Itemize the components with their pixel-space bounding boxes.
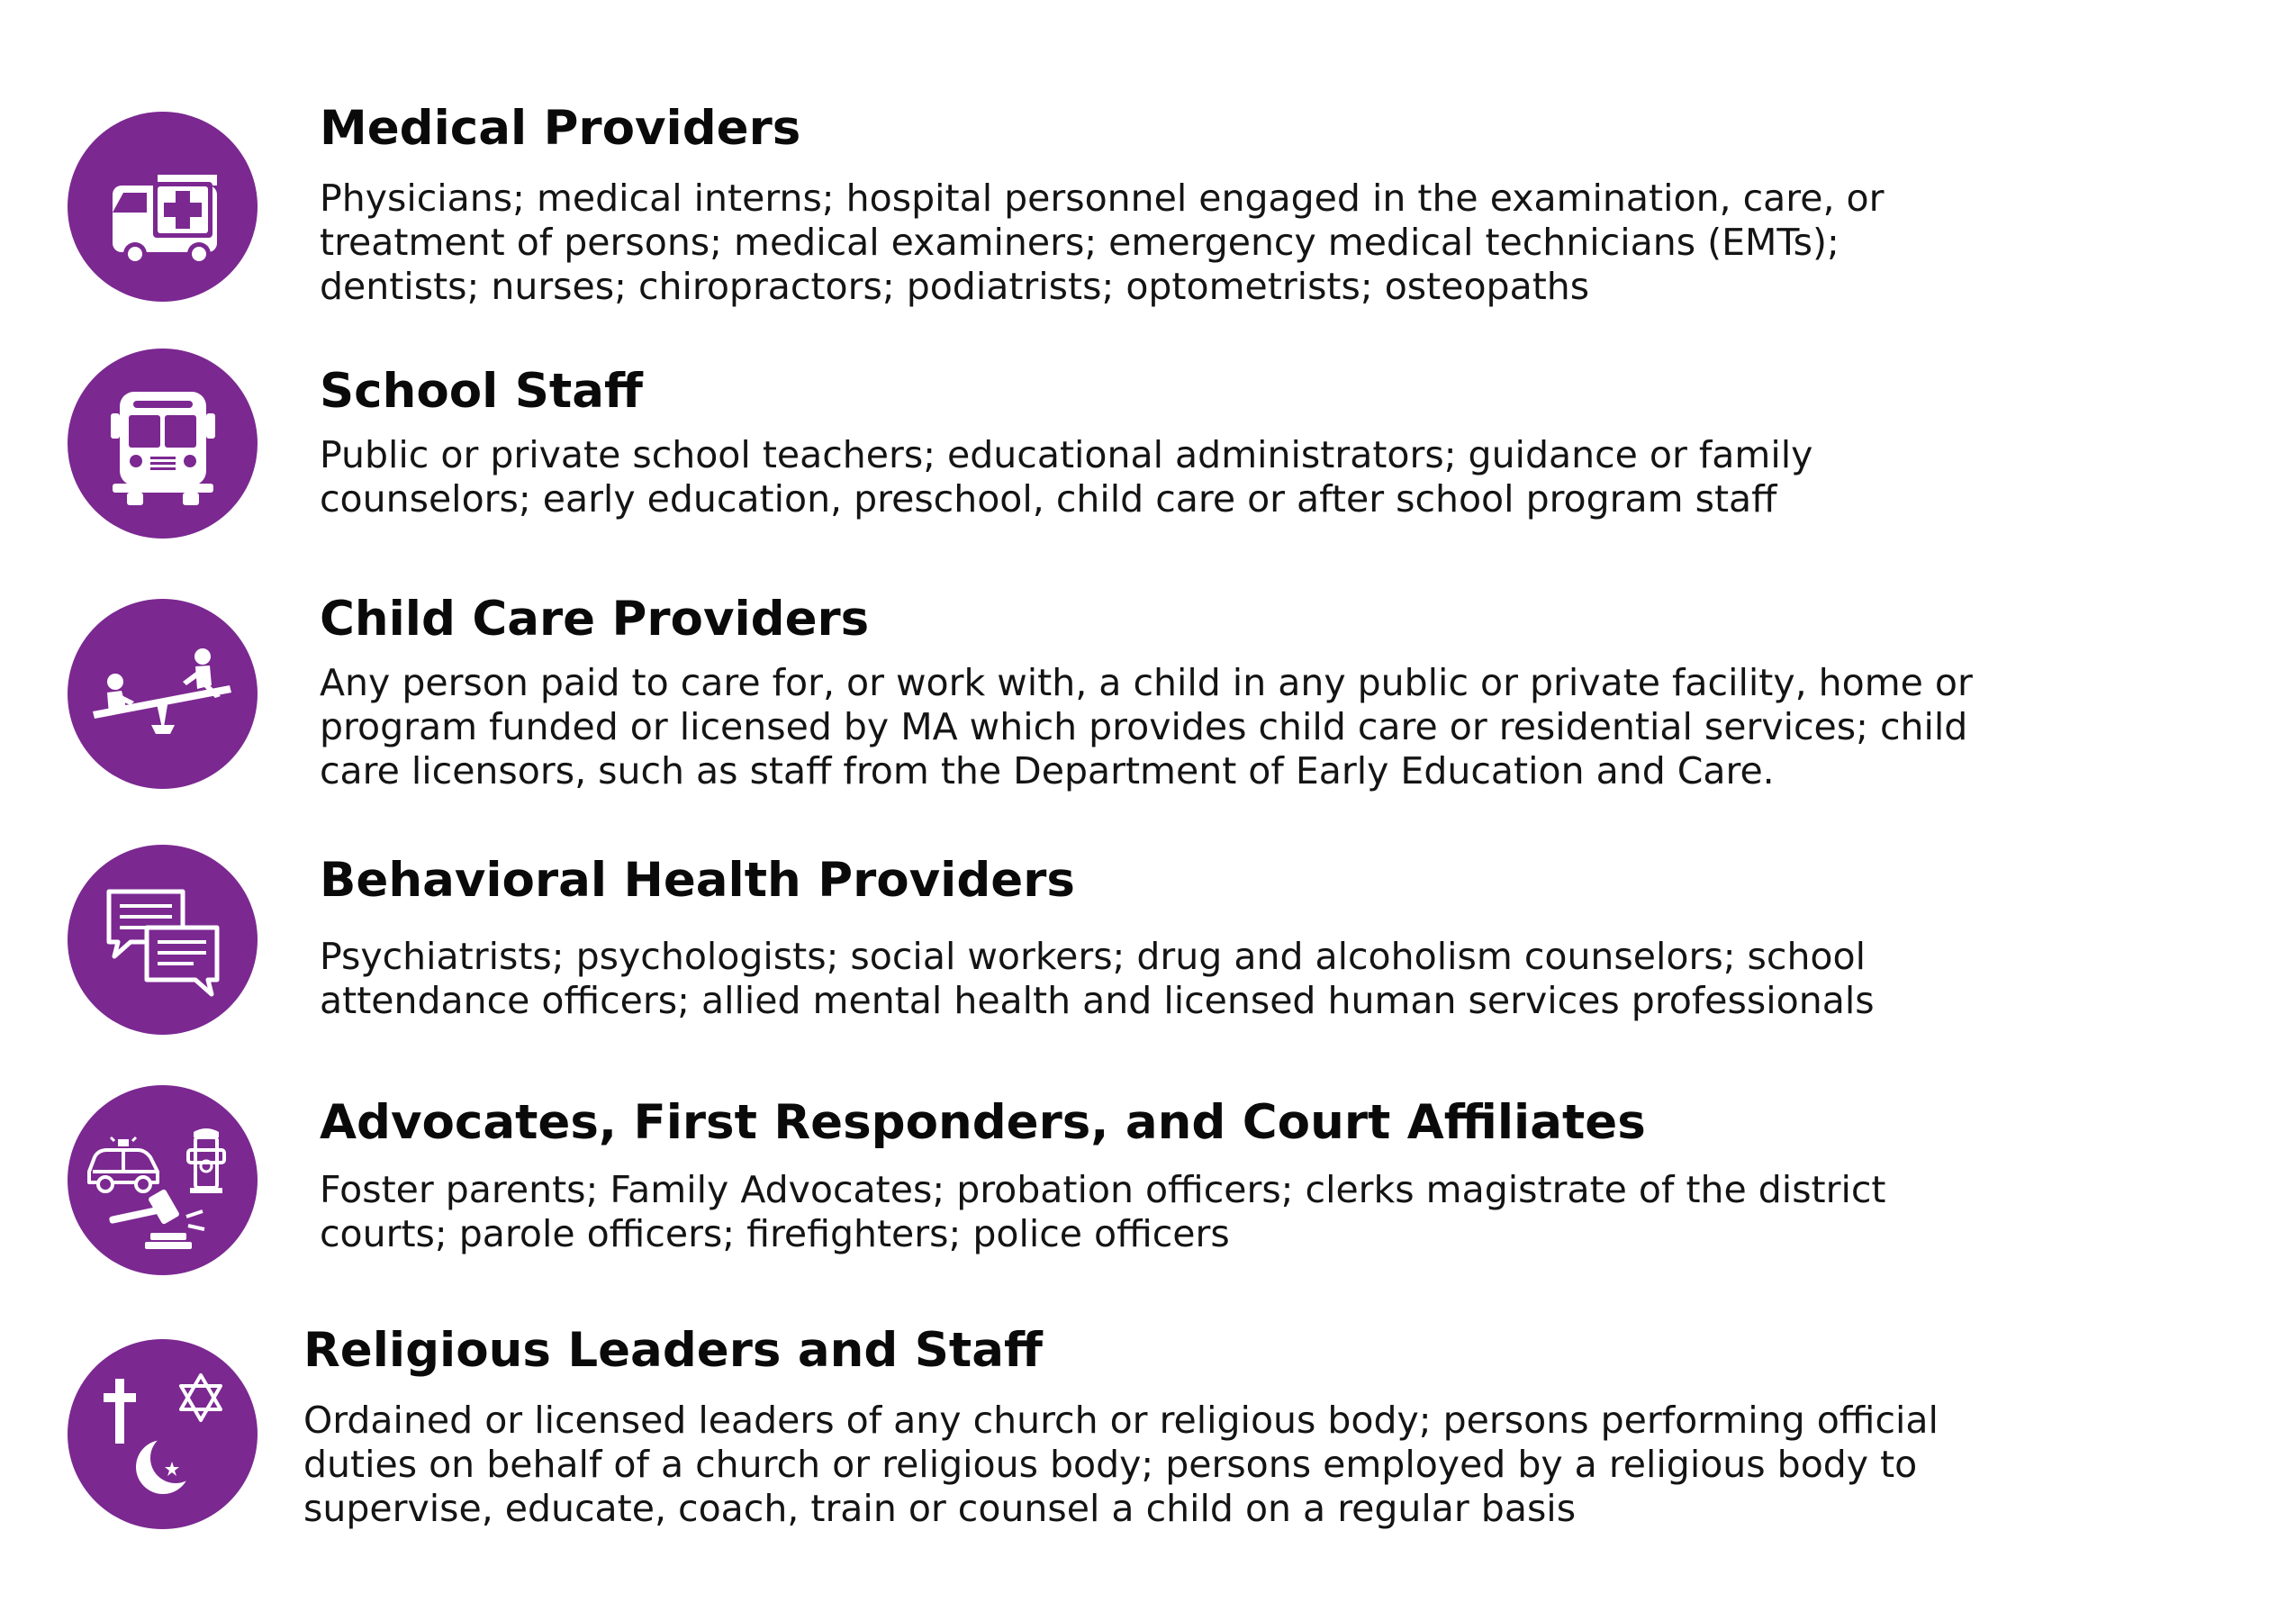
ambulance-icon [68, 112, 258, 302]
section-heading: Medical Providers [320, 101, 801, 156]
description-line: counselors; early education, preschool, child care or after school program staff [320, 477, 1777, 521]
school-bus-icon [68, 349, 258, 539]
section-heading: Advocates, First Responders, and Court Affiliates [320, 1095, 1646, 1150]
chat-bubbles-icon [68, 845, 258, 1035]
description-line: dentists; nurses; chiropractors; podiatrists; optometrists; osteopaths [320, 265, 1590, 308]
cross-icon [104, 1379, 136, 1444]
description-line: duties on behalf of a church or religious body; persons employed by a religious body to [303, 1443, 1918, 1486]
section-description [320, 177, 2084, 309]
description-line: courts; parole officers; firefighters; police officers [320, 1212, 1230, 1255]
section-heading: School Staff [320, 364, 643, 419]
description-line: attendance officers; allied mental health and licensed human services professionals [320, 979, 1875, 1022]
section-description [303, 1399, 2068, 1531]
section-heading: Religious Leaders and Staff [303, 1323, 1043, 1378]
description-line: Physicians; medical interns; hospital personnel engaged in the examination, care, or [320, 177, 1885, 220]
description-line: program funded or licensed by MA which provides child care or residential services; child [320, 705, 1968, 748]
fire-hydrant-icon [188, 1128, 224, 1193]
description-line: care licensors, such as staff from the Department of Early Education and Care. [320, 749, 1775, 792]
police-car-icon [89, 1137, 158, 1191]
religious-symbols-icon [68, 1339, 258, 1529]
star-of-david-icon [181, 1375, 221, 1420]
crescent-moon-icon [136, 1433, 201, 1494]
description-line: Any person paid to care for, or work with, a child in any public or private facility, home or [320, 661, 1973, 704]
police-hydrant-gavel-icon [68, 1085, 258, 1275]
description-line: Psychiatrists; psychologists; social workers; drug and alcoholism counselors; school [320, 935, 1866, 978]
section-description [320, 433, 2084, 521]
description-line: supervise, educate, coach, train or counsel a child on a regular basis [303, 1487, 1577, 1530]
description-line: Ordained or licensed leaders of any church or religious body; persons performing official [303, 1399, 1939, 1442]
gavel-icon [109, 1189, 204, 1249]
section-description [320, 935, 2084, 1023]
seesaw-icon [68, 599, 258, 789]
section-description [320, 661, 2084, 793]
section-description [320, 1168, 2084, 1256]
description-line: Public or private school teachers; educational administrators; guidance or family [320, 433, 1813, 476]
description-line: treatment of persons; medical examiners; emergency medical technicians (EMTs); [320, 221, 1840, 264]
section-heading: Child Care Providers [320, 592, 870, 647]
description-line: Foster parents; Family Advocates; probation officers; clerks magistrate of the district [320, 1168, 1886, 1211]
section-heading: Behavioral Health Providers [320, 853, 1075, 908]
